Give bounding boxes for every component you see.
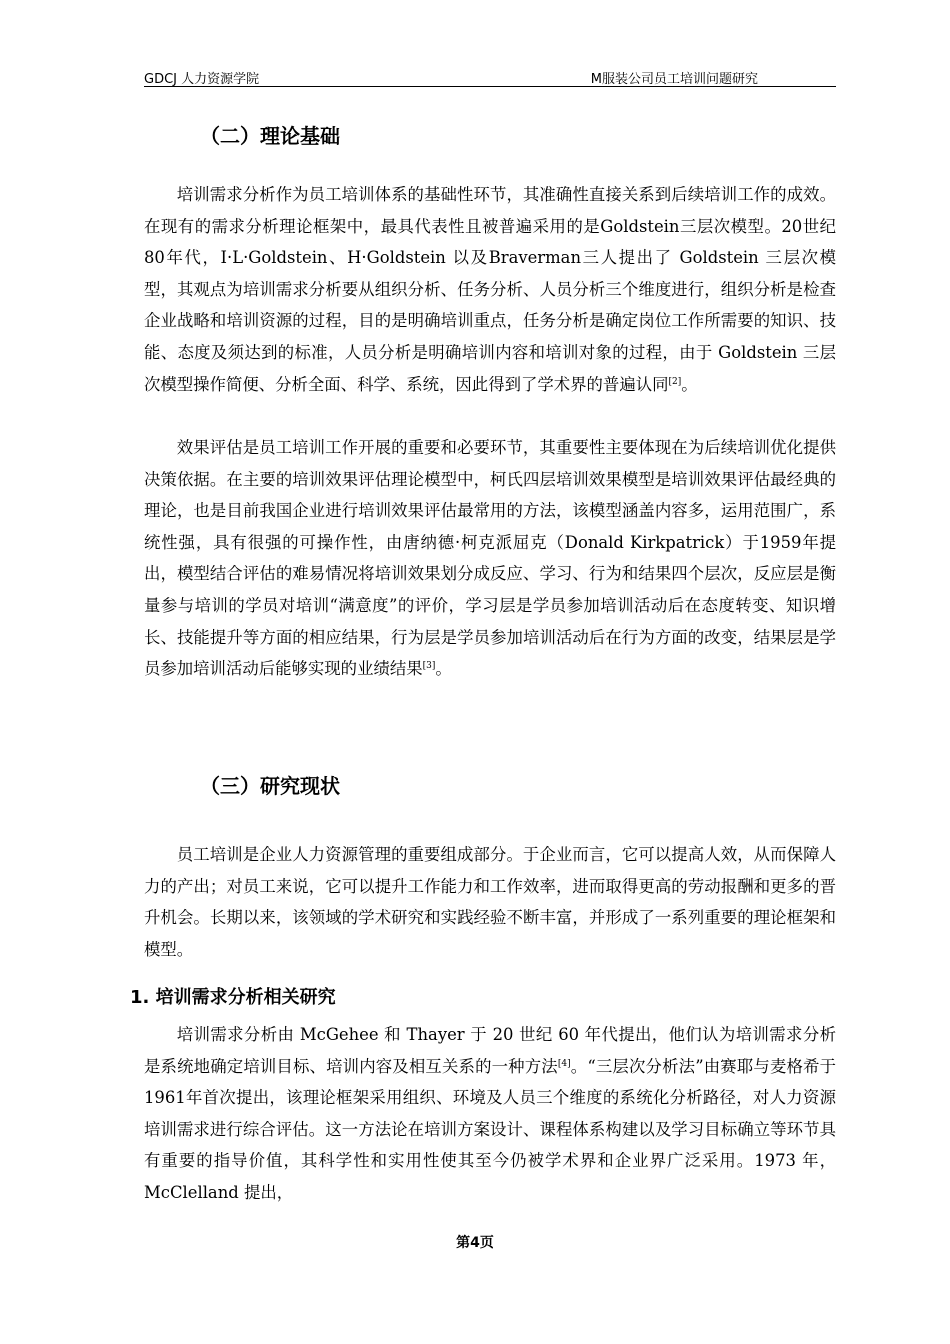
- paragraph-status-2: [144, 1019, 836, 1209]
- paragraph-status-1: 员工培训是企业人力资源管理的重要组成部分。于企业而言，它可以提高人效，从而保障人力的产出；对员工来说，它可以提升工作能力和工作效率，进而取得更高的劳动报酬和更多的晋升机会。长期以来，该领域的学术研究和实践经验不断丰富，并形成了一系列重要的理论框架和模型。: [144, 845, 836, 959]
- citation-2: [2]: [668, 376, 682, 387]
- paragraph-theory-2: [144, 432, 836, 685]
- header-left-text: GDCJ 人力资源学院: [144, 72, 260, 87]
- paragraph-status-2-end: 。“三层次分析法”由赛耶与麦格希于1961年首次提出，该理论框架采用组织、环境及人员三个维度的系统化分析路径，对人力资源培训需求进行综合评估。这一方法论在培训方案设计、课程体系构建以及学习目标确立等环节具有重要的指导价值，其科学性和实用性使其至今仍被学术界和企业界广泛采用。1973 年，McClelland 提出，: [144, 1056, 837, 1202]
- paragraph-theory-1-end: 。: [681, 374, 698, 394]
- section-heading-theory: （二）理论基础: [200, 124, 340, 148]
- paragraph-theory-1: [144, 179, 836, 400]
- header-right-text: M服装公司员工培训问题研究: [590, 72, 758, 87]
- section-heading-status: （三）研究现状: [200, 774, 340, 798]
- paragraph-status-2-text: 培训需求分析由 McGehee 和 Thayer 于 20 世纪 60 年代提出，他们认为培训需求分析是系统地确定培训目标、培训内容及相互关系的一种方法: [144, 1025, 836, 1076]
- running-header: [144, 66, 836, 87]
- subsection-heading-training-needs: 1. 培训需求分析相关研究: [130, 987, 336, 1008]
- paragraph-theory-1-text: 培训需求分析作为员工培训体系的基础性环节，其准确性直接关系到后续培训工作的成效。在现有的需求分析理论框架中，最具代表性且被普遍采用的是Goldstein三层次模型。20世纪80年代，I·L·Goldstein、H·Goldstein 以及Braverman三人提出了 Goldstein 三层次模型，其观点为培训需求分析要从组织分析、任务分析、人员分析三个维度进行，组织分析是检查企业战略和培训资源的过程，目的是明确培训重点，任务分析是确定岗位工作所需要的知识、技能、态度及须达到的标准，人员分析是明确培训内容和培训对象的过程，由于 Goldstein 三层次模型操作简便、分析全面、科学、系统，因此得到了学术界的普遍认同: [144, 185, 836, 394]
- paragraph-theory-2-end: 。: [435, 659, 452, 679]
- citation-3: [3]: [422, 661, 436, 672]
- citation-4: [4]: [557, 1058, 571, 1069]
- paragraph-theory-2-text: 效果评估是员工培训工作开展的重要和必要环节，其重要性主要体现在为后续培训优化提供决策依据。在主要的培训效果评估理论模型中，柯氏四层培训效果模型是培训效果评估最经典的理论，也是目前我国企业进行培训效果评估最常用的方法，该模型涵盖内容多，运用范围广，系统性强，具有很强的可操作性，由唐纳德·柯克派屈克（Donald Kirkpatrick）于1959年提出，模型结合评估的难易情况将培训效果划分成反应、学习、行为和结果四个层次，反应层是衡量参与培训的学员对培训“满意度”的评价，学习层是学员参加培训活动后在态度转变、知识增长、技能提升等方面的相应结果，行为层是学员参加培训活动后在行为方面的改变，结果层是学员参加培训活动后能够实现的业绩结果: [144, 438, 836, 679]
- page-number: 第4页: [456, 1235, 494, 1251]
